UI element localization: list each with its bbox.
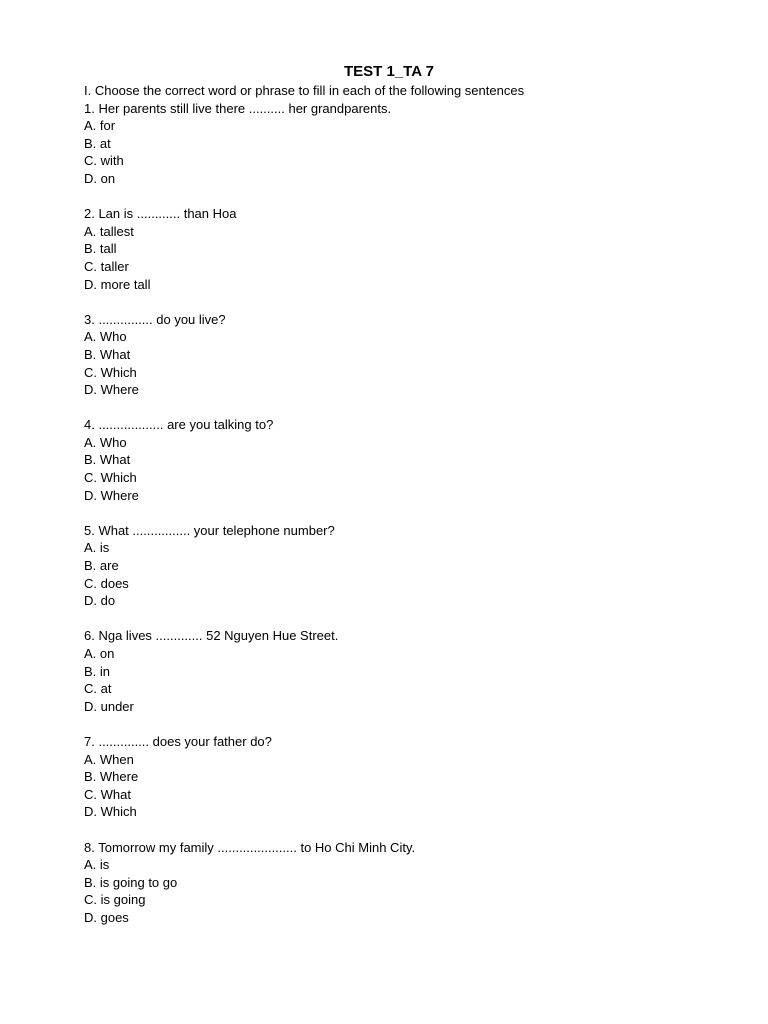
option-b: B. What [84,346,131,362]
question-stem: 4. .................. are you talking to? [84,417,274,433]
option-a: A. is [84,857,110,873]
question-stem: 3. ............... do you live? [84,311,226,327]
section-instruction: I. Choose the correct word or phrase to fill in each of the following sentences [84,83,525,98]
question-stem: 1. Her parents still live there .......... her grandparents. [84,100,392,116]
question-stem: 5. What ................ your telephone number? [84,522,335,538]
option-c: C. is going [84,892,146,908]
option-b: B. tall [84,241,117,257]
option-a: A. tallest [84,223,134,239]
option-c: C. Which [84,470,137,486]
option-c: C. with [84,153,124,169]
option-a: A. on [84,646,115,661]
option-c: C. Which [84,364,137,380]
option-b: B. in [84,663,111,679]
option-c: C. at [84,681,112,697]
question-1 [84,100,704,188]
question-3 [84,311,704,399]
option-d: D. Which [84,804,137,820]
question-stem: 2. Lan is ............ than Hoa [84,206,237,222]
option-a: A. Who [84,434,127,450]
option-b: B. at [84,135,111,151]
option-d: D. more tall [84,276,151,292]
option-b: B. Where [84,769,139,785]
option-a: A. Who [84,329,127,345]
question-7 [84,733,704,821]
question-6 [84,627,704,715]
question-2 [84,205,704,293]
option-a: A. is [84,540,110,556]
document-title: TEST 1_TA 7 [343,63,435,80]
option-c: C. does [84,575,129,591]
option-a: A. When [84,751,134,767]
option-d: D. do [84,593,116,609]
option-b: B. is going to go [84,874,178,890]
question-stem: 6. Nga lives ............. 52 Nguyen Hue Street. [84,628,339,644]
option-c: C. taller [84,258,129,274]
document-body [84,82,704,944]
question-4 [84,416,704,504]
question-5 [84,522,704,610]
option-b: B. are [84,558,119,574]
question-stem: 8. Tomorrow my family ...................... to Ho Chi Minh City. [84,839,416,855]
option-d: D. goes [84,909,129,925]
option-d: D. Where [84,487,139,503]
option-b: B. What [84,452,131,468]
option-d: D. under [84,698,134,714]
option-d: D. on [84,170,116,186]
option-d: D. Where [84,382,139,398]
question-stem: 7. .............. does your father do? [84,733,272,749]
question-8 [84,839,704,927]
option-a: A. for [84,118,116,134]
option-c: C. What [84,786,131,802]
